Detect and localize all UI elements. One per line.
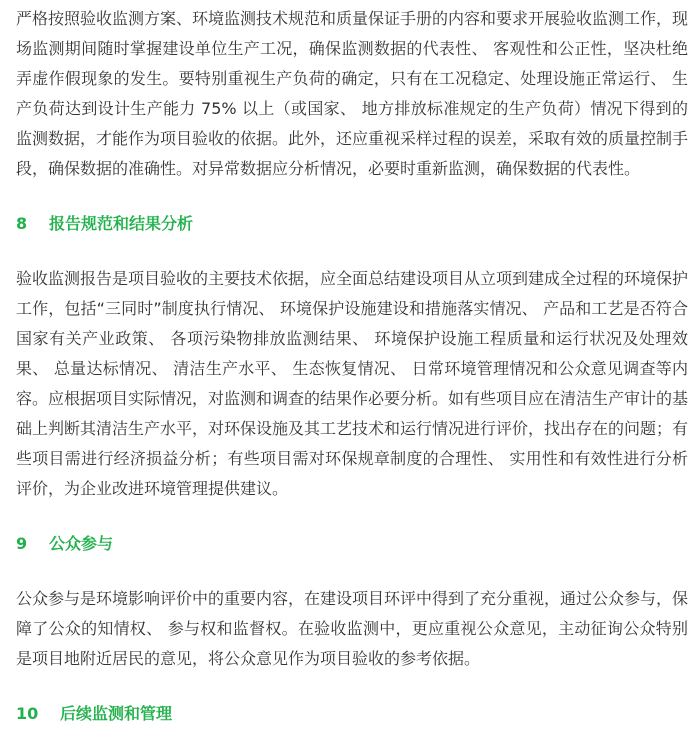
section-9-heading bbox=[16, 529, 688, 559]
spacer bbox=[16, 184, 688, 209]
section-number: 8 bbox=[16, 214, 28, 233]
section-title: 后续监测和管理 bbox=[60, 704, 173, 723]
section-9-paragraph: 公众参与是环境影响评价中的重要内容，在建设项目环评中得到了充分重视，通过公众参与，保障了公众的知情权、 参与权和监督权。在验收监测中，更应重视公众意见，主动征询公众特别是项目地附近居民的意见，将公众意见作为项目验收的参考依据。 bbox=[16, 589, 689, 668]
section-10-heading bbox=[16, 699, 688, 729]
section-number: 10 bbox=[16, 704, 39, 723]
spacer bbox=[16, 559, 688, 584]
intro-paragraph: 严格按照验收监测方案、环境监测技术规范和质量保证手册的内容和要求开展验收监测工作，现场监测期间随时掌握建设单位生产工况，确保监测数据的代表性、 客观性和公正性，坚决杜绝弄虚作假现象的发生。要特别重视生产负荷的确定，只有在工况稳定、处理设施正常运行、 生产负荷达到设计生产能力 75% 以上（或国家、 地方排放标准规定的生产负荷）情况下得到的监测数据，才能作为项目验收的依据。此外，还应重视采样过程的误差，采取有效的质量控制手段，确保数据的准确性。对异常数据应分析情况，必要时重新监测，确保数据的代表性。 bbox=[16, 9, 689, 178]
section-8-heading bbox=[16, 209, 688, 239]
spacer bbox=[16, 674, 688, 699]
section-title: 公众参与 bbox=[49, 534, 114, 553]
section-title: 报告规范和结果分析 bbox=[49, 214, 194, 233]
spacer bbox=[16, 504, 688, 529]
section-number: 9 bbox=[16, 534, 28, 553]
section-8-paragraph: 验收监测报告是项目验收的主要技术依据，应全面总结建设项目从立项到建成全过程的环境保护工作，包括“三同时”制度执行情况、 环境保护设施建设和措施落实情况、 产品和工艺是否符合国家有关产业政策、 各项污染物排放监测结果、 环境保护设施工程质量和运行状况及处理效果、 总量达标情况、 清洁生产水平、 生态恢复情况、 日常环境管理情况和公众意见调查等内容。应根据项目实际情况，对监测和调查的结果作必要分析。如有些项目应在清洁生产审计的基础上判断其清洁生产水平，对环保设施及其工艺技术和运行情况进行评价，找出存在的问题；有些项目需进行经济损益分析；有些项目需对环保规章制度的合理性、 实用性和有效性进行分析评价，为企业改进环境管理提供建议。 bbox=[16, 269, 689, 498]
spacer bbox=[16, 239, 688, 264]
